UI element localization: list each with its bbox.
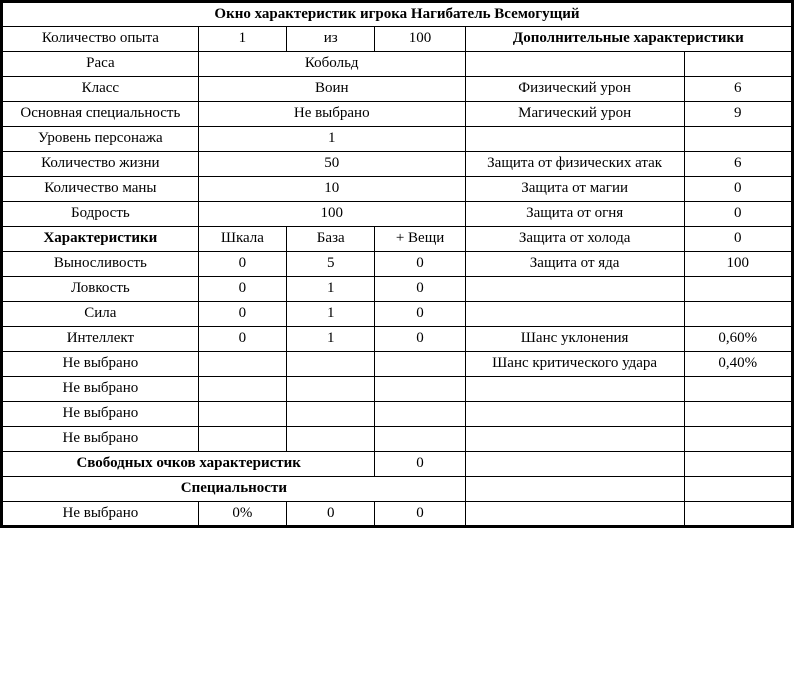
experience-value: 1 xyxy=(198,27,286,52)
attribute-base-7 xyxy=(287,427,375,452)
table-row-attributes-header xyxy=(2,227,793,252)
extra-label-9 xyxy=(465,277,684,302)
race-value: Кобольд xyxy=(198,52,465,77)
table-row-class xyxy=(2,77,793,102)
attribute-scale-5 xyxy=(198,377,286,402)
extra-filler-k xyxy=(465,502,684,527)
attribute-scale-7 xyxy=(198,427,286,452)
attributes-col-scale: Шкала xyxy=(198,227,286,252)
extra-value-12: 0,40% xyxy=(684,352,792,377)
extra-filler-g xyxy=(465,452,684,477)
table-row-specialty xyxy=(2,502,793,527)
extra-value-0 xyxy=(684,52,792,77)
extra-filler-h xyxy=(684,452,792,477)
table-row-race xyxy=(2,52,793,77)
table-row-title xyxy=(2,2,793,27)
attribute-items-0: 0 xyxy=(375,252,465,277)
table-row-level xyxy=(2,127,793,152)
health-label: Количество жизни xyxy=(2,152,199,177)
mana-value: 10 xyxy=(198,177,465,202)
attribute-base-1: 1 xyxy=(287,277,375,302)
attribute-scale-2: 0 xyxy=(198,302,286,327)
extra-label-5: Защита от магии xyxy=(465,177,684,202)
extra-label-4: Защита от физических атак xyxy=(465,152,684,177)
main-specialty-value: Не выбрано xyxy=(198,102,465,127)
window-title: Окно характеристик игрока Нагибатель Всемогущий xyxy=(2,2,793,27)
extra-label-7: Защита от холода xyxy=(465,227,684,252)
extra-label-1: Физический урон xyxy=(465,77,684,102)
extra-value-11: 0,60% xyxy=(684,327,792,352)
table-row-health xyxy=(2,152,793,177)
attribute-items-3: 0 xyxy=(375,327,465,352)
extra-value-4: 6 xyxy=(684,152,792,177)
level-value: 1 xyxy=(198,127,465,152)
specialty-name: Не выбрано xyxy=(2,502,199,527)
extra-label-10 xyxy=(465,302,684,327)
extra-value-8: 100 xyxy=(684,252,792,277)
attribute-items-7 xyxy=(375,427,465,452)
attribute-scale-4 xyxy=(198,352,286,377)
experience-max: 100 xyxy=(375,27,465,52)
extra-label-8: Защита от яда xyxy=(465,252,684,277)
free-points-label: Свободных очков характеристик xyxy=(2,452,375,477)
attribute-base-6 xyxy=(287,402,375,427)
vigor-label: Бодрость xyxy=(2,202,199,227)
table-row-vigor xyxy=(2,202,793,227)
attribute-items-2: 0 xyxy=(375,302,465,327)
extra-label-11: Шанс уклонения xyxy=(465,327,684,352)
attributes-col-base: База xyxy=(287,227,375,252)
vigor-value: 100 xyxy=(198,202,465,227)
table-row-specialties-header xyxy=(2,477,793,502)
attribute-name-6: Не выбрано xyxy=(2,402,199,427)
attribute-items-6 xyxy=(375,402,465,427)
attribute-name-2: Сила xyxy=(2,302,199,327)
attribute-scale-1: 0 xyxy=(198,277,286,302)
extra-filler-i xyxy=(465,477,684,502)
extra-value-9 xyxy=(684,277,792,302)
attribute-items-1: 0 xyxy=(375,277,465,302)
specialties-header: Специальности xyxy=(2,477,466,502)
extra-value-5: 0 xyxy=(684,177,792,202)
free-points-value: 0 xyxy=(375,452,465,477)
extra-label-3 xyxy=(465,127,684,152)
table-row xyxy=(2,377,793,402)
table-row xyxy=(2,352,793,377)
extra-value-2: 9 xyxy=(684,102,792,127)
table-row-experience xyxy=(2,27,793,52)
extra-value-3 xyxy=(684,127,792,152)
attributes-col-items: + Вещи xyxy=(375,227,465,252)
specialty-scale: 0% xyxy=(198,502,286,527)
attribute-items-5 xyxy=(375,377,465,402)
attribute-name-4: Не выбрано xyxy=(2,352,199,377)
extra-filler-j xyxy=(684,477,792,502)
extra-filler-d xyxy=(684,402,792,427)
extra-label-12: Шанс критического удара xyxy=(465,352,684,377)
attributes-header: Характеристики xyxy=(2,227,199,252)
attribute-scale-6 xyxy=(198,402,286,427)
extra-filler-f xyxy=(684,427,792,452)
extra-label-6: Защита от огня xyxy=(465,202,684,227)
table-row xyxy=(2,427,793,452)
extra-filler-e xyxy=(465,427,684,452)
table-row xyxy=(2,402,793,427)
extra-value-6: 0 xyxy=(684,202,792,227)
attribute-name-3: Интеллект xyxy=(2,327,199,352)
extra-value-7: 0 xyxy=(684,227,792,252)
attribute-name-5: Не выбрано xyxy=(2,377,199,402)
table-row xyxy=(2,302,793,327)
table-row xyxy=(2,252,793,277)
table-row-mana xyxy=(2,177,793,202)
table-row xyxy=(2,277,793,302)
specialty-items: 0 xyxy=(375,502,465,527)
extra-filler-b xyxy=(684,377,792,402)
mana-label: Количество маны xyxy=(2,177,199,202)
attribute-base-4 xyxy=(287,352,375,377)
extra-filler-l xyxy=(684,502,792,527)
class-label: Класс xyxy=(2,77,199,102)
class-value: Воин xyxy=(198,77,465,102)
attribute-base-2: 1 xyxy=(287,302,375,327)
extra-label-0 xyxy=(465,52,684,77)
attribute-name-7: Не выбрано xyxy=(2,427,199,452)
table-row-main-specialty xyxy=(2,102,793,127)
attribute-scale-0: 0 xyxy=(198,252,286,277)
table-row xyxy=(2,327,793,352)
attribute-scale-3: 0 xyxy=(198,327,286,352)
attribute-name-1: Ловкость xyxy=(2,277,199,302)
health-value: 50 xyxy=(198,152,465,177)
level-label: Уровень персонажа xyxy=(2,127,199,152)
race-label: Раса xyxy=(2,52,199,77)
extra-filler-a xyxy=(465,377,684,402)
extra-label-2: Магический урон xyxy=(465,102,684,127)
attribute-base-3: 1 xyxy=(287,327,375,352)
extra-filler-c xyxy=(465,402,684,427)
attribute-base-0: 5 xyxy=(287,252,375,277)
experience-label: Количество опыта xyxy=(2,27,199,52)
experience-of-label: из xyxy=(287,27,375,52)
specialty-base: 0 xyxy=(287,502,375,527)
table-row-free-points xyxy=(2,452,793,477)
attribute-items-4 xyxy=(375,352,465,377)
extra-value-1: 6 xyxy=(684,77,792,102)
attribute-name-0: Выносливость xyxy=(2,252,199,277)
attribute-base-5 xyxy=(287,377,375,402)
extra-value-10 xyxy=(684,302,792,327)
main-specialty-label: Основная специальность xyxy=(2,102,199,127)
extra-stats-header: Дополнительные характеристики xyxy=(465,27,792,52)
